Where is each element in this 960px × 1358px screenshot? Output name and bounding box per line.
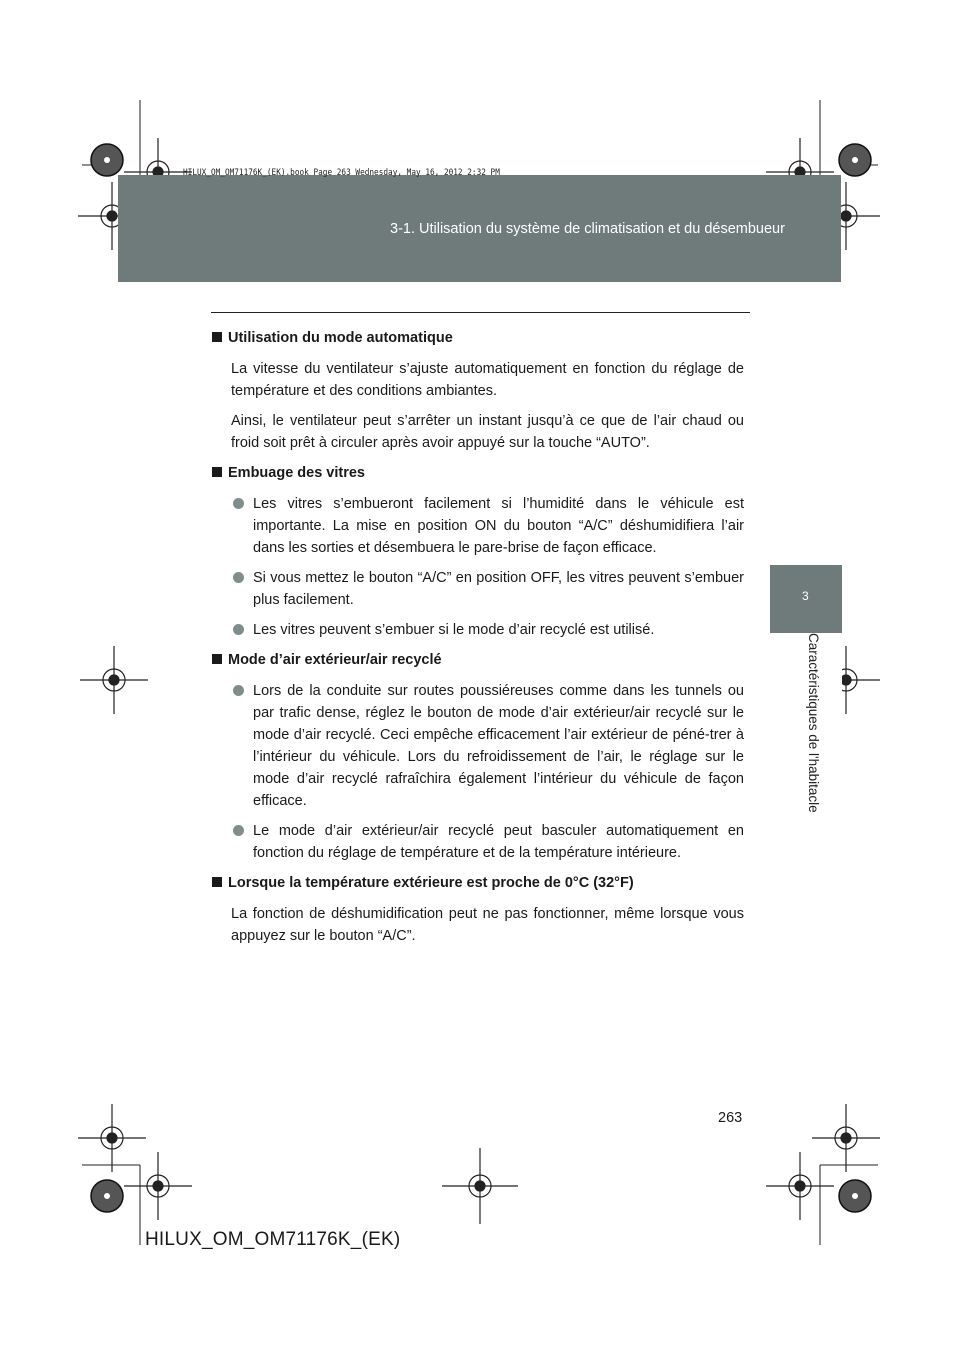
chapter-label-tab	[770, 633, 842, 923]
book-info-line: HILUX_OM_OM71176K_(EK).book Page 263 Wednesday, May 16, 2012 2:32 PM	[183, 168, 500, 178]
circle-bullet-icon	[233, 498, 244, 509]
circle-bullet-icon	[233, 685, 244, 696]
section-low-temperature	[211, 872, 744, 947]
list-item: Le mode d’air extérieur/air recyclé peut basculer automatiquement en fonction du réglage de température et de la température intérieure.	[211, 820, 744, 864]
list-item: Lors de la conduite sur routes poussiéreuses comme dans les tunnels ou par trafic dense, réglez le bouton de mode d’air extérieur/air recyclé sur le mode d’air recyclé. Ceci empêche efficacement l’air extérieur de péné-trer à l’intérieur du véhicule. Lors du refroidissement de l’air, le réglage sur le mode d’air recyclé rafraîchira également l’intérieur du véhicule de façon efficace.	[211, 680, 744, 812]
circle-bullet-icon	[233, 825, 244, 836]
content-body	[211, 327, 744, 955]
document-code: HILUX_OM_OM71176K_(EK)	[145, 1229, 401, 1250]
chapter-number: 3	[802, 589, 809, 603]
square-bullet-icon	[212, 654, 222, 664]
section-heading: Lorsque la température extérieure est proche de 0°C (32°F)	[211, 872, 744, 894]
square-bullet-icon	[212, 467, 222, 477]
section-heading: Embuage des vitres	[211, 462, 744, 484]
header-rule	[211, 312, 750, 313]
chapter-tab	[770, 565, 842, 633]
circle-bullet-icon	[233, 624, 244, 635]
page-number: 263	[718, 1110, 743, 1126]
list-item: Les vitres s’embueront facilement si l’humidité dans le véhicule est importante. La mise en position ON du bouton “A/C” déshumidifiera l’air dans les sorties et désembuera le pare-brise de façon efficace.	[211, 493, 744, 559]
circle-bullet-icon	[233, 572, 244, 583]
paragraph: La fonction de déshumidification peut ne pas fonctionner, même lorsque vous appuyez sur le bouton “A/C”.	[231, 906, 744, 944]
paragraph: La vitesse du ventilateur s’ajuste automatiquement en fonction du réglage de température et des conditions ambiantes.	[231, 361, 744, 399]
paragraph: Ainsi, le ventilateur peut s’arrêter un instant jusqu’à ce que de l’air chaud ou froid soit prêt à circuler après avoir appuyé sur la touche “AUTO”.	[231, 413, 744, 451]
section-air-mode	[211, 649, 744, 864]
section-window-fogging	[211, 462, 744, 641]
section-title: 3-1. Utilisation du système de climatisation et du désembueur	[390, 221, 785, 237]
list-item: Les vitres peuvent s’embuer si le mode d’air recyclé est utilisé.	[211, 619, 744, 641]
list-item: Si vous mettez le bouton “A/C” en position OFF, les vitres peuvent s’embuer plus facilement.	[211, 567, 744, 611]
square-bullet-icon	[212, 877, 222, 887]
chapter-label: Caractéristiques de l'habitacle	[806, 633, 821, 813]
square-bullet-icon	[212, 332, 222, 342]
section-heading: Utilisation du mode automatique	[211, 327, 744, 349]
section-heading: Mode d’air extérieur/air recyclé	[211, 649, 744, 671]
section-auto-mode	[211, 327, 744, 454]
